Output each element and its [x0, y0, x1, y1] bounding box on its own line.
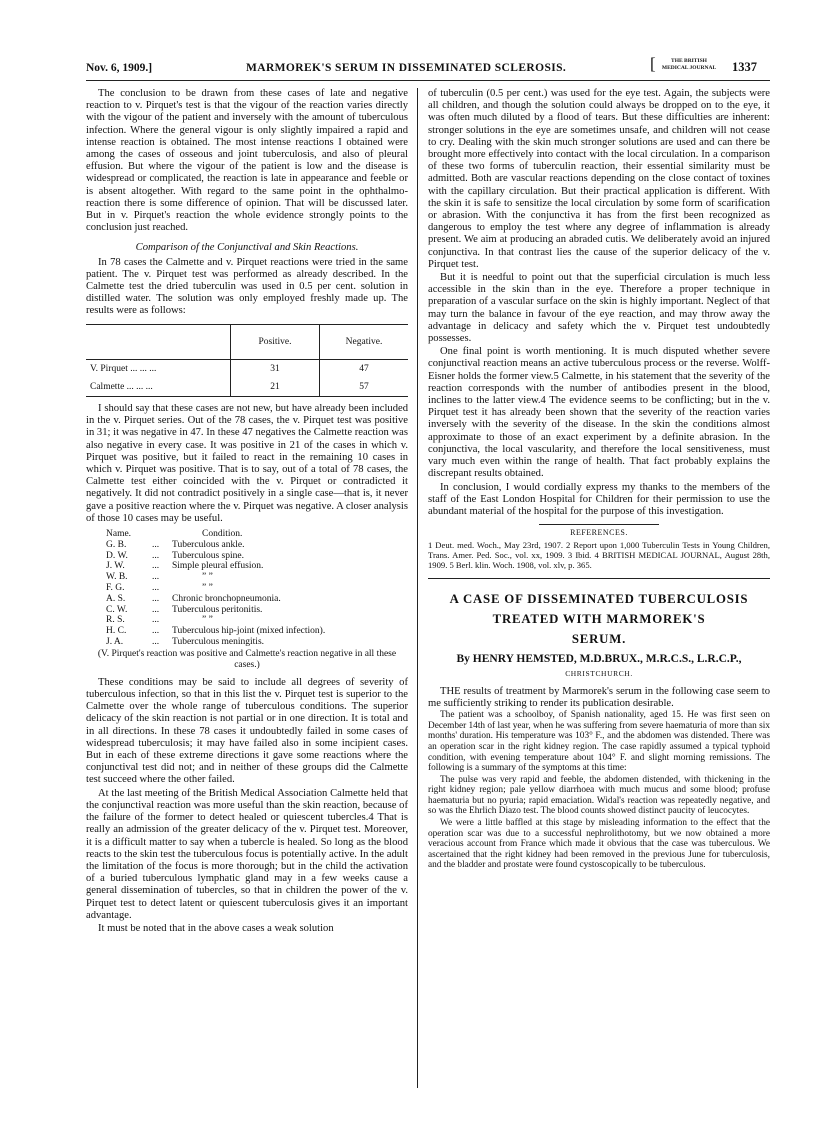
column-rule: [417, 88, 418, 1088]
table-row: [86, 378, 408, 397]
case-name: W. B.: [106, 572, 128, 583]
leader-dots: ...: [152, 593, 160, 604]
case-condition: Tuberculous meningitis.: [172, 637, 265, 648]
running-title: MARMOREK'S SERUM IN DISSEMINATED SCLEROSIS.: [246, 62, 567, 74]
paragraph: At the last meeting of the British Medical Association Calmette held that the conjunctival reaction was more useful than the skin reaction, because of the failure of the former to detect healed or quiescent tubercles.4 That is really an admission of the greater delicacy of the v. Pirquet test. Moreover, it is a difficult matter to say when a tubercle is healed. So long as the blood reacts to the skin test the tuberculous focus is potentially active. In the adult the limitation of the focus is more thorough; but in the child the activation of a buried tuberculous lymphatic gland may in a few weeks cause a general dissemination of tubercles, so that in children the power of the v. Pirquet test to detect latent or quiescent tuberculosis gives it an important advantage.: [86, 787, 408, 921]
paragraph: I should say that these cases are not new, but have already been included in the v. Pirquet series. Out of the 78 cases, the v. Pirquet test was positive in 31; it was negative in 47. In these 47 negatives the Calmette reaction was also negative in every case. It was positive in 21 of the cases in which v. Pirquet was positive, but it failed to react in the remaining 10 cases in which v. Pirquet was positive. That is to say, out of a total of 78 cases, the Calmette test either coincided with the v. Pirquet or contradicted it negatively. It did not contradict positively in a single case—that is, it never gave a positive reaction where the v. Pirquet was negative. A closer analysis of those 10 cases may be useful.: [86, 403, 408, 524]
case-name: D. W.: [106, 550, 128, 561]
case-condition: ” ”: [202, 615, 213, 626]
case-condition: Tuberculous hip-joint (mixed infection).: [172, 626, 326, 637]
case-name: H. C.: [106, 626, 127, 637]
left-column: [86, 88, 408, 935]
right-column: [428, 88, 770, 871]
case-condition: Simple pleural effusion.: [172, 561, 264, 572]
cases-list: [106, 529, 325, 648]
journal-line-2: MEDICAL JOURNAL: [661, 65, 717, 71]
case-row: [106, 583, 325, 594]
cell-negative: 47: [320, 359, 409, 378]
row-label: V. Pirquet ... ... ...: [90, 363, 157, 374]
cases-header-condition: Condition.: [202, 529, 243, 540]
case-row: [106, 551, 325, 562]
case-row: [106, 605, 325, 616]
case-row: [106, 637, 325, 648]
paragraph: The conclusion to be drawn from these cases of late and negative reaction to v. Pirquet's test is that the vigour of the reaction varies directly with the vigour of the patient and inversely with the amount of tuberculous infection. Where the general vigour is only slightly impaired a rapid and intense reaction is obtained. The most intense reactions I obtained were among the cases of osseous and joint tuberculosis, and also of pleural effusion. But where the vigour of the patient is low and the disease is widespread or complicated, the reaction is late in appearance and feeble or is absent altogether. With regard to the same point in the ophthalmo-reaction there is some difference of opinion. That will be discussed later. But in v. Pirquet's reaction the whole evidence strongly points to the conclusion just reached.: [86, 88, 408, 234]
case-condition: Tuberculous peritonitis.: [172, 604, 263, 615]
case-name: R. S.: [106, 615, 125, 626]
case-name: A. S.: [106, 593, 126, 604]
paragraph: In conclusion, I would cordially express my thanks to the members of the staff of the East London Hospital for Children for their permission to use the abundant material of the hospital for the purpose of this investigation.: [428, 481, 770, 517]
article-divider: [428, 578, 770, 579]
paragraph: THE results of treatment by Marmorek's serum in the following case seem to me sufficiently striking to render its publication desirable.: [428, 685, 770, 709]
case-name: C. W.: [106, 604, 128, 615]
leader-dots: ...: [152, 615, 160, 626]
row-label: Calmette ... ... ...: [86, 378, 231, 397]
case-name: J. A.: [106, 637, 124, 648]
title-line: TREATED WITH MARMOREK'S: [492, 612, 706, 627]
cell-negative: 57: [320, 378, 409, 397]
leader-dots: ...: [152, 572, 160, 583]
cell-positive: 31: [231, 359, 320, 378]
journal-masthead: [650, 54, 722, 73]
case-name: F. G.: [106, 583, 125, 594]
case-condition: ” ”: [202, 572, 213, 583]
leader-dots: ...: [152, 539, 160, 550]
case-name: G. B.: [106, 539, 127, 550]
case-row: [106, 615, 325, 626]
case-condition: Chronic bronchopneumonia.: [172, 593, 281, 604]
case-row: [106, 561, 325, 572]
references-heading: REFERENCES.: [539, 524, 659, 539]
paragraph: These conditions may be said to include all degrees of severity of tuberculous infection, so that in this list the v. Pirquet test is superior to the Calmette over the whole range of tuberculous conditions. The superior delicacy of the skin reaction is not partial or in one direction. It is total and in all directions. In these 78 cases it undoubtedly failed in some cases of widespread tuberculosis; it may have failed also in some incipient cases. But in each of these extreme directions it gave some reactions where the conjunctival test did not; and in neither of these groups did the Calmette test succeed where the other failed.: [86, 676, 408, 786]
cell-positive: 21: [231, 378, 320, 397]
case-name: J. W.: [106, 561, 125, 572]
title-line: A CASE OF DISSEMINATED TUBERCULOSIS: [449, 592, 749, 607]
case-paragraph: We were a little baffled at this stage by misleading information to the effect that the operation scar was due to a successful nephrolithotomy, but we now obtained a more veracious account from France which made it obvious that the case was tuberculous. We ascertained that the right kidney had been removed in the previous June for tuberculosis, and the bladder and prostate were found cystoscopically to be tuberculous.: [428, 818, 770, 871]
cases-note: (V. Pirquet's reaction was positive and Calmette's reaction negative in all these cases.): [97, 648, 397, 670]
case-row: [106, 594, 325, 605]
author-byline: By HENRY HEMSTED, M.D.BRUX., M.R.C.S., L.R.C.P.,: [456, 653, 742, 666]
paragraph: of tuberculin (0.5 per cent.) was used for the eye test. Again, the subjects were all children, and though the solution could always be dropped on to the eye, it was often much diluted by a flood of tears. But these difficulties are inherent: stronger solutions in the eye are sometimes unsafe, and children will not cease to cry. Dealing with the skin much stronger solutions are used and can there be brought more effectively into contact with the local circulation. In a comparison of these two forms of tuberculin reaction, their essential similarity must be admitted. Both are vascular reactions depending on the close contact of toxines with the capillary circulation. But their practical application is different. With the skin it is safe to sensitize the local circulation by some form of scarification or abrasion. With the conjunctiva it has from the first been recognized as dangerous to employ the test where any degree of inflammation is already present. We aim at producing an abraded cutis. We deliberately avoid an injured conjunctiva. In that contrast lies the cause of the superior delicacy of the v. Pirquet test.: [428, 88, 770, 270]
column-header-negative: Negative.: [320, 324, 409, 359]
leader-dots: ...: [152, 626, 160, 637]
case-row: [106, 540, 325, 551]
leader-dots: ...: [152, 637, 160, 648]
bracket-glyph: [: [650, 54, 656, 73]
leader-dots: ...: [152, 583, 160, 594]
case-row: [106, 572, 325, 583]
case-paragraph: The pulse was very rapid and feeble, the abdomen distended, with thickening in the right kidney region; pale yellow diarrhoea with much mucus and some blood; profuse haematuria but no pyuria; rapid emaciation. Widal's reaction was repeatedly negative, and so was the Ehrlich Diazo test. The blood counts showed distinct paucity of leucocytes.: [428, 774, 770, 817]
issue-date: Nov. 6, 1909.]: [86, 62, 153, 74]
table-row: [86, 359, 408, 378]
case-row: [106, 626, 325, 637]
case-condition: ” ”: [202, 583, 213, 594]
references: 1 Deut. med. Woch., May 23rd, 1907. 2 Report upon 1,000 Tuberculin Tests in Young Children, Trans. Amer. Ped. Soc., vol. xx, 1909. 3 Ibid. 4 BRITISH MEDICAL JOURNAL, August 28th, 1909. 5 Berl. klin. Woch. 1908, vol. xlv, p. 365.: [428, 540, 770, 571]
leader-dots: ...: [152, 550, 160, 561]
paragraph: In 78 cases the Calmette and v. Pirquet reactions were tried in the same patient. The v. Pirquet test was performed as already described. In the Calmette test the dried tuberculin was used in 0.5 per cent. solution in distilled water. The solution was only employed freshly made up. The results were as follows:: [86, 256, 408, 317]
table-corner: [86, 324, 231, 359]
article-title: [428, 589, 770, 649]
case-condition: Tuberculous ankle.: [172, 539, 245, 550]
paragraph: It must be noted that in the above cases a weak solution: [98, 922, 334, 934]
leader-dots: ...: [152, 561, 160, 572]
author-location: CHRISTCHURCH.: [565, 668, 633, 678]
section-heading: Comparison of the Conjunctival and Skin Reactions.: [135, 242, 359, 254]
title-line: SERUM.: [571, 632, 627, 647]
case-condition: Tuberculous spine.: [172, 550, 244, 561]
running-header: [86, 54, 770, 81]
paragraph: But it is needful to point out that the superficial circulation is much less accessible in the skin than in the eye. Therefore a proper technique in preparation of a vascular surface on the skin is highly important. Neglect of that may turn the balance in favour of the eye reaction, and may throw away the advantage in delicacy and safety which the v. Pirquet test undoubtedly possesses.: [428, 272, 770, 345]
column-header-positive: Positive.: [231, 324, 320, 359]
leader-dots: ...: [152, 604, 160, 615]
paragraph: One final point is worth mentioning. It is much disputed whether severe conjunctival reaction means an active tuberculous process or the reverse. Wolff-Eisner holds the former view.5 Calmette, in his statement that the severity of the reaction corresponds with the number of antibodies present in the blood, inclines to the latter view.4 The evidence seems to be conflicting; but in the v. Pirquet test it has already been shown that the severity of the reaction varies inversely with the severity of the disease. In the skin the conditions almost approximate to those of an exact experiment by a definite abrasion. In the conjunctiva, the local vascularity, and therefore the local sensitiveness, must vary much even within the range of health. That fact probably explains the discrepant results obtained.: [428, 346, 770, 480]
results-table: [86, 324, 408, 397]
cases-header-name: Name.: [106, 529, 132, 540]
page-number: 1337: [732, 60, 757, 74]
journal-line-1: THE BRITISH: [671, 58, 707, 64]
case-paragraph: The patient was a schoolboy, of Spanish nationality, aged 15. He was first seen on December 14th of last year, when he was suffering from severe haematuria of more than six months' duration. His temperature was 103° F., and the abdomen was distended. There was an operation scar in the right kidney region. The case rapidly assumed a typical typhoid condition, with evening temperature about 104° F. and slight morning remissions. The following is a summary of the symptoms at this time:: [428, 710, 770, 774]
